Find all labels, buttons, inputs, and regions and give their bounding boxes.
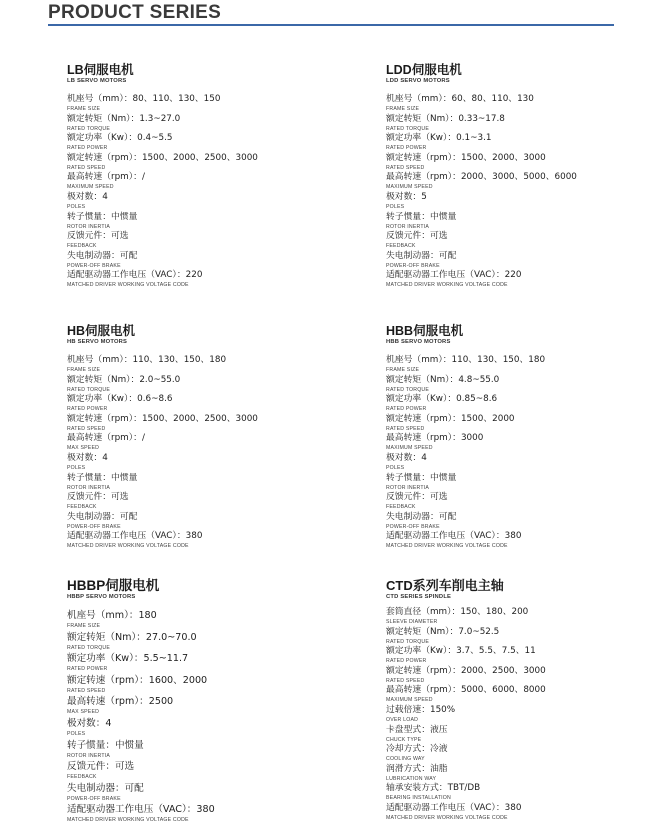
spec-row — [67, 270, 337, 290]
spec-value: 失电制动器：可配 — [386, 511, 457, 522]
spec-label-en: RATED TORQUE — [386, 638, 430, 645]
spec-value: 额定转速（rpm）：1500、2000、2500、3000 — [67, 152, 258, 163]
spec-label-en: MATCHED DRIVER WORKING VOLTAGE CODE — [67, 817, 189, 824]
spec-value: 额定功率（Kw）：0.85~8.6 — [386, 394, 498, 405]
spec-row — [386, 355, 650, 375]
spec-value: 转子惯量：中惯量 — [67, 472, 138, 483]
product-subtitle: HBBP SERVO MOTORS — [67, 594, 136, 600]
spec-label-en: FEEDBACK — [67, 504, 97, 511]
spec-value: 最高转速（rpm）：2000、3000、5000、6000 — [386, 172, 577, 183]
spec-row — [67, 512, 337, 532]
spec-value: 轴承安装方式：TBT/DB — [386, 783, 481, 794]
spec-label-en: CHUCK TYPE — [386, 736, 422, 743]
spec-value: 反馈元件：可选 — [386, 231, 448, 242]
spec-row — [386, 531, 650, 551]
spec-row — [386, 114, 650, 134]
spec-row — [386, 94, 650, 114]
spec-label-en: POWER-OFF BRAKE — [67, 262, 121, 269]
spec-label-en: FRAME SIZE — [67, 623, 101, 629]
spec-row — [386, 172, 650, 192]
spec-row — [386, 512, 650, 532]
spec-value: 额定功率（Kw）：5.5~11.7 — [67, 653, 189, 665]
spec-label-en: RATED POWER — [386, 406, 427, 413]
spec-value: 额定转速（rpm）：2000、2500、3000 — [386, 665, 546, 676]
spec-value: 额定功率（Kw）：0.4~5.5 — [67, 133, 173, 144]
spec-value: 适配驱动器工作电压（VAC）：380 — [386, 531, 522, 542]
spec-list — [386, 94, 650, 290]
spec-label-en: LUBRICATION WAY — [386, 775, 437, 782]
product-hbb — [386, 324, 650, 551]
spec-row — [67, 94, 337, 114]
spec-row — [386, 685, 650, 705]
spec-label-en: MATCHED DRIVER WORKING VOLTAGE CODE — [386, 543, 508, 550]
spec-row — [67, 783, 337, 805]
spec-label-en: ROTOR INERTIA — [67, 752, 111, 759]
product-title: HB伺服电机 — [67, 324, 136, 338]
spec-value: 额定转矩（Nm）：4.8~55.0 — [386, 374, 500, 385]
spec-value: 失电制动器：可配 — [67, 250, 138, 261]
spec-value: 最高转速（rpm）：2500 — [67, 696, 174, 708]
spec-label-en: POLES — [386, 464, 405, 471]
spec-label-en: MAXIMUM SPEED — [67, 184, 114, 191]
product-title: LB伺服电机 — [67, 63, 134, 77]
spec-label-en: FRAME SIZE — [67, 367, 101, 373]
spec-label-en: POLES — [67, 203, 86, 210]
spec-label-en: RATED SPEED — [386, 425, 425, 432]
spec-label-en: POWER-OFF BRAKE — [386, 262, 440, 269]
spec-row — [67, 251, 337, 271]
spec-value: 额定转速（rpm）：1500、2000、3000 — [386, 152, 546, 163]
spec-value: 反馈元件：可选 — [67, 492, 129, 503]
spec-label-en: COOLING WAY — [386, 756, 425, 763]
spec-value: 反馈元件：可选 — [386, 492, 448, 503]
spec-row — [67, 740, 337, 762]
spec-row — [67, 414, 337, 434]
spec-value: 失电制动器：可配 — [386, 250, 457, 261]
spec-value: 极对数：4 — [67, 452, 108, 463]
spec-row — [67, 804, 337, 826]
spec-row — [67, 394, 337, 414]
spec-value: 极对数：4 — [67, 191, 108, 202]
spec-label-en: RATED TORQUE — [67, 125, 111, 132]
spec-value: 转子惯量：中惯量 — [67, 739, 144, 751]
spec-label-en: MATCHED DRIVER WORKING VOLTAGE CODE — [67, 543, 189, 550]
spec-value: 额定转矩（Nm）：7.0~52.5 — [386, 626, 500, 637]
product-lb — [67, 63, 337, 290]
spec-label-en: FEEDBACK — [67, 774, 97, 781]
spec-row — [386, 607, 650, 627]
spec-label-en: RATED TORQUE — [67, 644, 111, 651]
product-title: LDD伺服电机 — [386, 63, 462, 77]
spec-row — [67, 212, 337, 232]
product-title: HBB伺服电机 — [386, 324, 464, 338]
spec-value: 额定转速（rpm）：1500、2000、2500、3000 — [67, 413, 258, 424]
spec-list — [67, 610, 337, 826]
spec-label-en: RATED SPEED — [67, 425, 106, 432]
spec-value: 额定功率（Kw）：3.7、5.5、7.5、11 — [386, 646, 536, 657]
spec-label-en: FEEDBACK — [386, 504, 416, 511]
spec-row — [67, 172, 337, 192]
spec-value: 极对数：5 — [386, 191, 427, 202]
product-hb — [67, 324, 337, 551]
spec-value: 冷却方式：冷液 — [386, 744, 448, 755]
spec-row — [386, 666, 650, 686]
product-subtitle: LDD SERVO MOTORS — [386, 78, 450, 84]
spec-value: 额定转矩（Nm）：1.3~27.0 — [67, 113, 181, 124]
spec-list — [67, 94, 337, 290]
spec-label-en: FEEDBACK — [67, 243, 97, 250]
spec-row — [386, 251, 650, 271]
spec-row — [386, 375, 650, 395]
spec-row — [386, 433, 650, 453]
spec-row — [67, 355, 337, 375]
spec-label-en: POLES — [67, 464, 86, 471]
spec-label-en: MAXIMUM SPEED — [386, 184, 433, 191]
spec-row — [67, 492, 337, 512]
spec-value: 额定功率（Kw）：0.6~8.6 — [67, 394, 173, 405]
spec-row — [67, 531, 337, 551]
spec-value: 最高转速（rpm）：3000 — [386, 433, 484, 444]
spec-label-en: POWER-OFF BRAKE — [386, 523, 440, 530]
spec-row — [67, 610, 337, 632]
spec-row — [386, 231, 650, 251]
spec-row — [386, 153, 650, 173]
spec-value: 套筒直径（mm）：150、180、200 — [386, 607, 529, 617]
spec-label-en: MATCHED DRIVER WORKING VOLTAGE CODE — [67, 282, 189, 289]
product-subtitle: CTD SERIES SPINDLE — [386, 594, 452, 600]
spec-value: 适配驱动器工作电压（VAC）：380 — [67, 804, 215, 816]
spec-value: 极对数：4 — [386, 452, 427, 463]
spec-label-en: MAXIMUM SPEED — [386, 445, 433, 452]
spec-label-en: RATED POWER — [386, 658, 427, 665]
spec-label-en: RATED TORQUE — [386, 125, 430, 132]
spec-row — [386, 764, 650, 784]
spec-value: 润滑方式：油脂 — [386, 763, 448, 774]
spec-row — [67, 133, 337, 153]
spec-row — [67, 153, 337, 173]
spec-value: 适配驱动器工作电压（VAC）：220 — [67, 270, 203, 281]
product-subtitle: LB SERVO MOTORS — [67, 78, 127, 84]
spec-label-en: RATED SPEED — [386, 677, 425, 684]
spec-value: 额定转速（rpm）：1600、2000 — [67, 674, 208, 686]
spec-label-en: POLES — [67, 730, 86, 737]
product-ctd — [386, 579, 650, 823]
spec-row — [386, 627, 650, 647]
product-hbbp — [67, 579, 337, 826]
spec-value: 机座号（mm）：110、130、150、180 — [67, 355, 227, 365]
spec-list — [386, 355, 650, 551]
spec-value: 失电制动器：可配 — [67, 511, 138, 522]
spec-row — [386, 725, 650, 745]
spec-row — [386, 492, 650, 512]
spec-value: 机座号（mm）：60、80、110、130 — [386, 94, 534, 104]
spec-value: 转子惯量：中惯量 — [386, 472, 457, 483]
spec-row — [386, 646, 650, 666]
spec-label-en: POWER-OFF BRAKE — [67, 795, 121, 802]
spec-label-en: POLES — [386, 203, 405, 210]
spec-row — [67, 632, 337, 654]
spec-label-en: POWER-OFF BRAKE — [67, 523, 121, 530]
spec-row — [386, 744, 650, 764]
spec-value: 适配驱动器工作电压（VAC）：220 — [386, 270, 522, 281]
spec-row — [386, 394, 650, 414]
spec-value: 适配驱动器工作电压（VAC）：380 — [67, 531, 203, 542]
spec-row — [386, 133, 650, 153]
spec-label-en: BEARING INSTALLATION — [386, 795, 451, 802]
spec-label-en: ROTOR INERTIA — [67, 484, 111, 491]
spec-row — [67, 433, 337, 453]
spec-row — [67, 718, 337, 740]
spec-label-en: FRAME SIZE — [67, 106, 101, 112]
spec-row — [386, 705, 650, 725]
spec-value: 反馈元件：可选 — [67, 231, 129, 242]
spec-label-en: MAXIMUM SPEED — [386, 697, 433, 704]
spec-list — [386, 607, 650, 823]
spec-label-en: RATED TORQUE — [67, 386, 111, 393]
spec-value: 转子惯量：中惯量 — [67, 211, 138, 222]
spec-row — [67, 231, 337, 251]
spec-label-en: RATED POWER — [67, 145, 108, 152]
product-subtitle: HB SERVO MOTORS — [67, 339, 128, 345]
spec-label-en: ROTOR INERTIA — [386, 484, 430, 491]
spec-label-en: OVER LOAD — [386, 716, 419, 723]
spec-value: 机座号（mm）：110、130、150、180 — [386, 355, 546, 365]
spec-row — [67, 653, 337, 675]
spec-label-en: RATED POWER — [67, 406, 108, 413]
spec-value: 极对数：4 — [67, 717, 112, 729]
spec-value: 失电制动器：可配 — [67, 782, 144, 794]
spec-row — [386, 783, 650, 803]
spec-value: 卡盘型式：液压 — [386, 724, 448, 735]
spec-label-en: ROTOR INERTIA — [386, 223, 430, 230]
spec-row — [67, 473, 337, 493]
spec-row — [386, 414, 650, 434]
spec-value: 额定转矩（Nm）：0.33~17.8 — [386, 113, 505, 124]
spec-label-en: RATED TORQUE — [386, 386, 430, 393]
spec-value: 额定功率（Kw）：0.1~3.1 — [386, 133, 492, 144]
spec-list — [67, 355, 337, 551]
spec-row — [67, 114, 337, 134]
spec-row — [386, 453, 650, 473]
spec-label-en: MAX SPEED — [67, 709, 100, 716]
spec-label-en: SLEEVE DIAMETER — [386, 619, 438, 625]
spec-label-en: RATED POWER — [386, 145, 427, 152]
spec-row — [386, 270, 650, 290]
spec-value: 转子惯量：中惯量 — [386, 211, 457, 222]
product-title: HBBP伺服电机 — [67, 578, 160, 593]
page-title: PRODUCT SERIES — [48, 2, 222, 23]
spec-row — [67, 375, 337, 395]
spec-value: 最高转速（rpm）：/ — [67, 172, 145, 183]
spec-row — [386, 192, 650, 212]
product-subtitle: HBB SERVO MOTORS — [386, 339, 451, 345]
spec-label-en: RATED POWER — [67, 666, 108, 673]
spec-row — [67, 192, 337, 212]
spec-row — [67, 761, 337, 783]
spec-value: 过载倍速：150% — [386, 704, 456, 715]
spec-row — [386, 212, 650, 232]
spec-label-en: MAX SPEED — [67, 445, 100, 452]
spec-row — [386, 473, 650, 493]
spec-row — [386, 803, 650, 823]
spec-label-en: RATED SPEED — [67, 164, 106, 171]
spec-value: 最高转速（rpm）：5000、6000、8000 — [386, 685, 546, 696]
spec-value: 机座号（mm）：180 — [67, 610, 157, 621]
product-ldd — [386, 63, 650, 290]
product-title: CTD系列车削电主轴 — [386, 578, 504, 593]
spec-value: 额定转矩（Nm）：27.0~70.0 — [67, 631, 197, 643]
spec-row — [67, 696, 337, 718]
spec-label-en: FRAME SIZE — [386, 367, 420, 373]
spec-label-en: FRAME SIZE — [386, 106, 420, 112]
spec-label-en: MATCHED DRIVER WORKING VOLTAGE CODE — [386, 814, 508, 821]
spec-label-en: FEEDBACK — [386, 243, 416, 250]
spec-label-en: RATED SPEED — [386, 164, 425, 171]
spec-value: 适配驱动器工作电压（VAC）：380 — [386, 802, 522, 813]
spec-value: 最高转速（rpm）：/ — [67, 433, 145, 444]
spec-value: 额定转速（rpm）：1500、2000 — [386, 413, 515, 424]
spec-value: 反馈元件：可选 — [67, 761, 135, 773]
spec-value: 额定转矩（Nm）：2.0~55.0 — [67, 374, 181, 385]
spec-value: 机座号（mm）：80、110、130、150 — [67, 94, 221, 104]
spec-row — [67, 675, 337, 697]
spec-label-en: ROTOR INERTIA — [67, 223, 111, 230]
title-divider — [48, 24, 614, 26]
spec-row — [67, 453, 337, 473]
spec-label-en: RATED SPEED — [67, 687, 106, 694]
spec-label-en: MATCHED DRIVER WORKING VOLTAGE CODE — [386, 282, 508, 289]
